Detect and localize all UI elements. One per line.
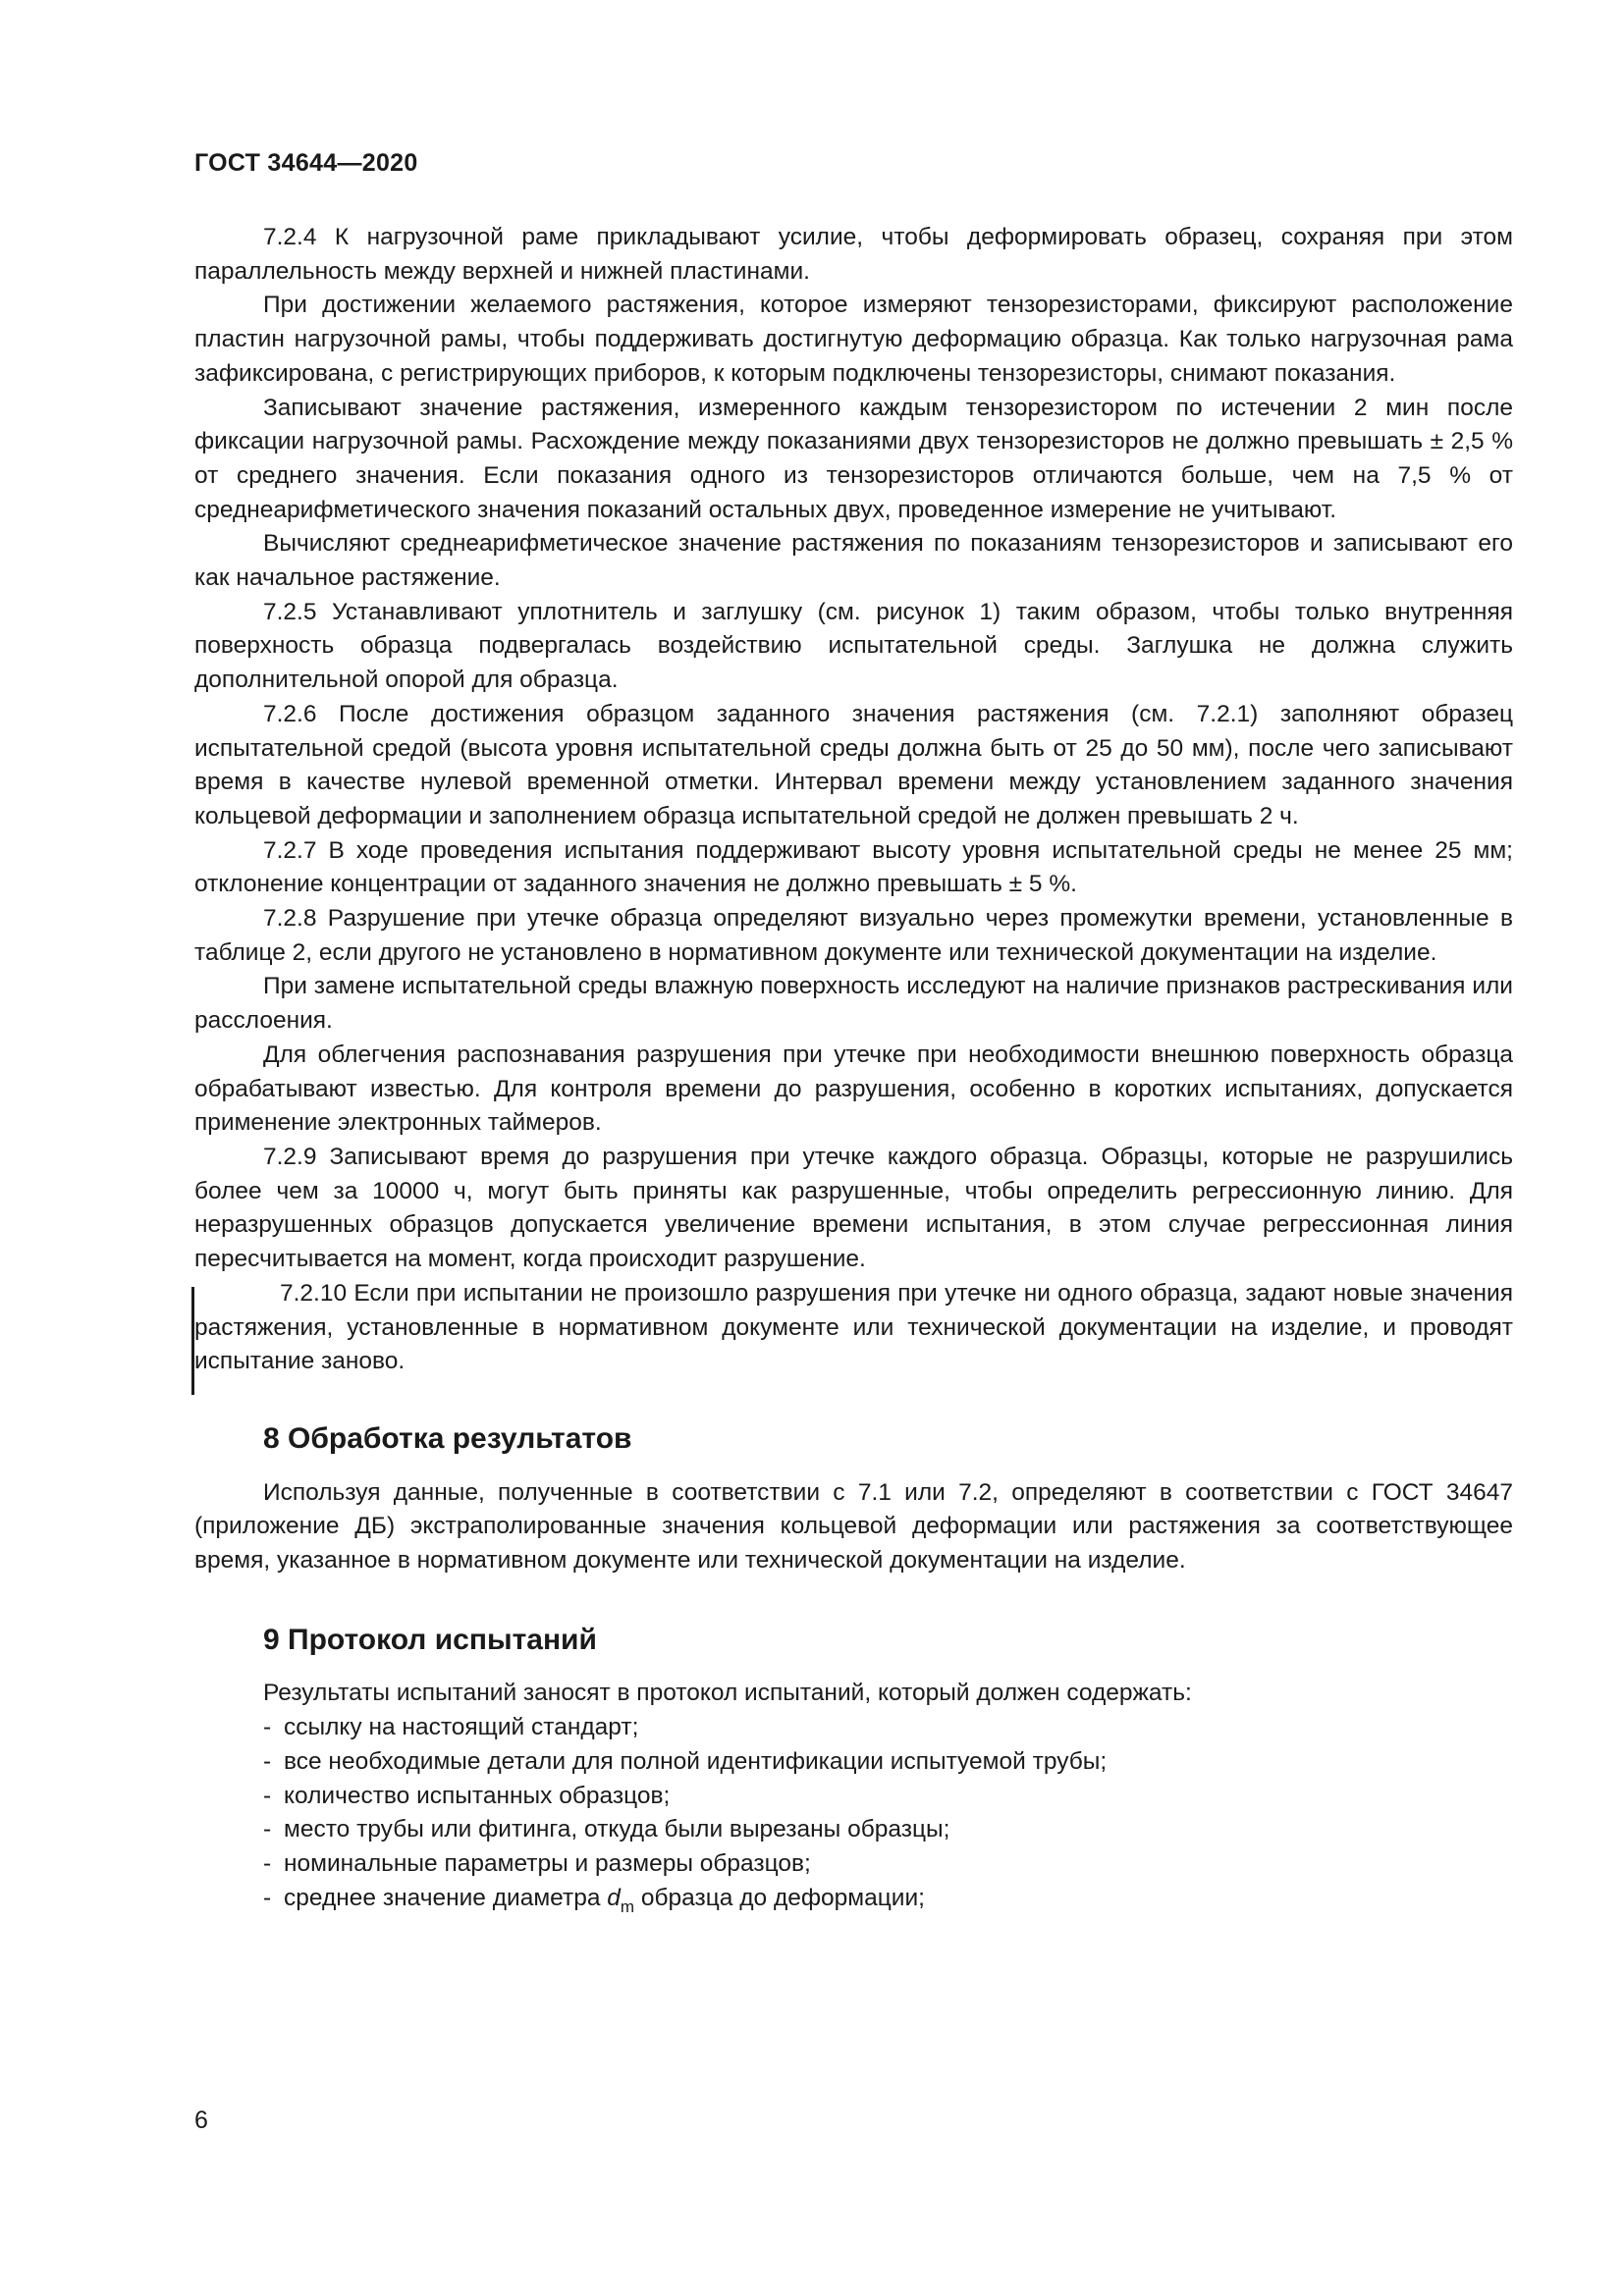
document-body xyxy=(194,221,1513,1924)
document-header: ГОСТ 34644—2020 xyxy=(194,149,418,177)
section-9-heading: 9 Протокол испытаний xyxy=(263,1623,597,1656)
page-number: 6 xyxy=(194,2107,208,2134)
list-item: - все необходимые детали для полной идентификации испытуемой трубы; xyxy=(263,1747,1108,1775)
paragraph-7-2-10: 7.2.10 Если при испытании не произошло разрушения при утечке ни одного образца, задают новые значения растяжения, установленные в нормативном документе или технической документации на изделие, и проводят испытание заново. xyxy=(194,1279,1513,1375)
paragraph: Записывают значение растяжения, измеренного каждым тензорезистором по истечении 2 мин после фиксации нагрузочной рамы. Расхождение между показаниями двух тензорезисторов не должно превышать ± 2,5 % от среднего значения. Если показания одного из тензорезисторов отличаются больше, чем на 7,5 % от среднеарифметического значения показаний остальных двух, проведенное измерение не учитывают. xyxy=(194,394,1513,523)
protocol-items-list xyxy=(194,1711,1513,1924)
paragraph: Вычисляют среднеарифметическое значение растяжения по показаниям тензорезисторов и записывают его как начальное растяжение. xyxy=(194,530,1513,592)
section-9-intro: Результаты испытаний заносят в протокол испытаний, который должен содержать: xyxy=(263,1680,1192,1707)
paragraph-7-2-7: 7.2.7 В ходе проведения испытания поддерживают высоту уровня испытательной среды не менее 25 мм; отклонение концентрации от заданного значения не должно превышать ± 5 %. xyxy=(194,836,1513,898)
paragraph-7-2-9: 7.2.9 Записывают время до разрушения при утечке каждого образца. Образцы, которые не разрушились более чем за 10000 ч, могут быть приняты как разрушенные, чтобы определить регрессионную линию. Для неразрушенных образцов допускается увеличение времени испытания, в этом случае регрессионная линия пересчитывается на момент, когда происходит разрушение. xyxy=(194,1143,1513,1273)
paragraph-7-2-8: 7.2.8 Разрушение при утечке образца определяют визуально через промежутки времени, установленные в таблице 2, если другого не установлено в нормативном документе или технической документации на изделие. xyxy=(194,905,1513,966)
list-item: - ссылку на настоящий стандарт; xyxy=(263,1714,639,1741)
paragraph-7-2-4: 7.2.4 К нагрузочной раме прикладывают усилие, чтобы деформировать образец, сохраняя при этом параллельность между верхней и нижней пластинами. xyxy=(194,224,1513,285)
list-item: - место трубы или фитинга, откуда были вырезаны образцы; xyxy=(263,1816,950,1843)
paragraph: При замене испытательной среды влажную поверхность исследуют на наличие признаков растрескивания или расслоения. xyxy=(194,973,1513,1035)
paragraph: Для облегчения распознавания разрушения при утечке при необходимости внешнюю поверхность образца обрабатывают известью. Для контроля времени до разрушения, особенно в коротких испытаниях, допускается применение электронных таймеров. xyxy=(194,1041,1513,1137)
changed-paragraph-block xyxy=(194,1277,1513,1379)
paragraph: При достижении желаемого растяжения, которое измеряют тензорезисторами, фиксируют расположение пластин нагрузочной рамы, чтобы поддерживать достигнутую деформацию образца. Как только нагрузочная рама зафиксирована, с регистрирующих приборов, к которым подключены тензорезисторы, снимают показания. xyxy=(194,292,1513,387)
diameter-subscript: m xyxy=(620,1896,635,1916)
change-marker-bar xyxy=(191,1287,194,1395)
paragraph-7-2-5: 7.2.5 Устанавливают уплотнитель и заглушку (см. рисунок 1) таким образом, чтобы только внутренняя поверхность образца подвергалась воздействию испытательной среды. Заглушка не должна служить дополнительной опорой для образца. xyxy=(194,598,1513,694)
diameter-symbol: d xyxy=(607,1884,621,1911)
section-8-text: Используя данные, полученные в соответствии с 7.1 или 7.2, определяют в соответствии с ГОСТ 34647 (приложение ДБ) экстраполированные значения кольцевой деформации или растяжения за соответствующее время, указанное в нормативном документе или технической документации на изделие. xyxy=(194,1478,1513,1575)
list-item: - номинальные параметры и размеры образцов; xyxy=(263,1849,811,1877)
list-item: - количество испытанных образцов; xyxy=(263,1782,671,1809)
section-8-heading: 8 Обработка результатов xyxy=(263,1421,632,1455)
list-item: - среднее значение диаметра $d_m$ образца до деформации; xyxy=(263,1884,925,1916)
paragraph-7-2-6: 7.2.6 После достижения образцом заданного значения растяжения (см. 7.2.1) заполняют образец испытательной средой (высота уровня испытательной среды должна быть от 25 до 50 мм), после чего записывают время в качестве нулевой временной отметки. Интервал времени между установлением заданного значения кольцевой деформации и заполнением образца испытательной средой не должен превышать 2 ч. xyxy=(194,700,1513,829)
